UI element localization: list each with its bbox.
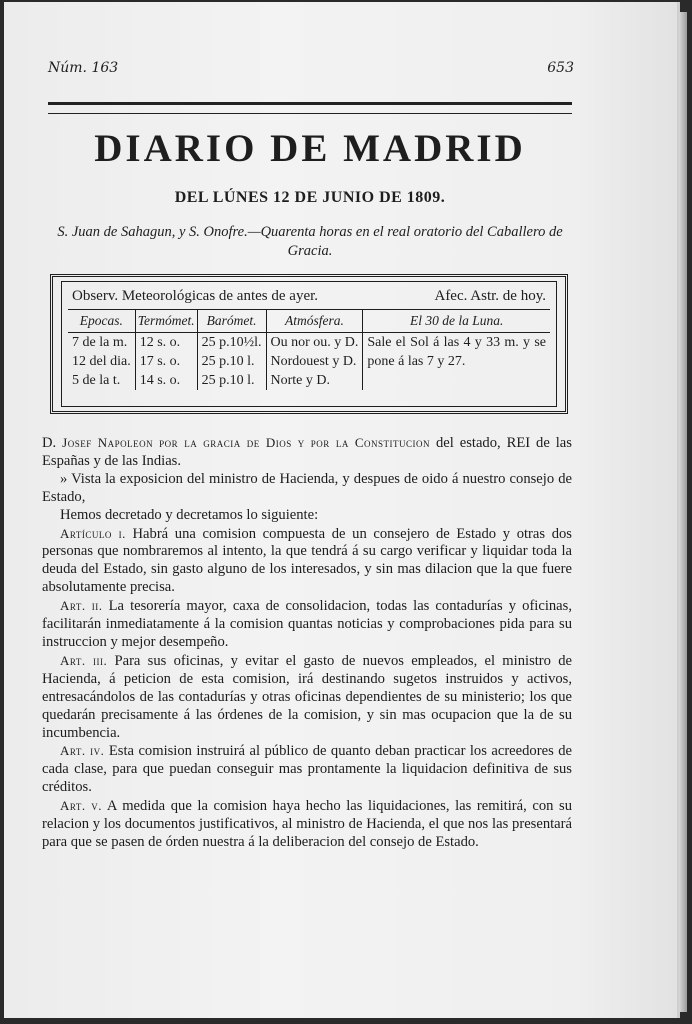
- decree-opening: [42, 434, 572, 471]
- opening-prefix: D.: [42, 435, 57, 451]
- col-header-termometro: Termómet.: [135, 310, 197, 333]
- cell-atmosfera: Nordouest y D.: [266, 352, 363, 371]
- page-header: [48, 60, 574, 80]
- article-text: A medida que la comision haya hecho las liquidaciones, las remitirá, con su relacion y los documentos justificativos, al ministro de Hacienda, el que nos las presentará para que se pasen de órden nuestra á la deliberacion del consejo de Estado.: [42, 798, 573, 850]
- article-label: Artículo i.: [60, 525, 126, 541]
- masthead-title: DIARIO DE MADRID: [94, 127, 526, 170]
- article-label: Art. iv.: [60, 743, 105, 759]
- cell-epoca: 12 del dia.: [68, 352, 135, 371]
- table-row: [68, 333, 550, 353]
- cell-epoca: 5 de la t.: [68, 371, 135, 390]
- decree-body: [42, 434, 572, 852]
- dateline: DEL LÚNES 12 DE JUNIO DE 1809.: [174, 189, 446, 206]
- page-number: 653: [547, 60, 574, 76]
- article-label: Art. v.: [60, 798, 103, 814]
- col-header-epocas: Epocas.: [68, 310, 135, 333]
- observations-box: [50, 274, 568, 414]
- observations-header: [68, 282, 550, 310]
- article-text: Habrá una comision compuesta de un consejero de Estado y otras dos personas que nombraremos al intento, la que tendrá á su cargo verificar y liquidar toda la deuda del Estado, sin gasto alguno de los interesados, y sin mas dilacion que la que fuere absolutamente precisa.: [42, 525, 572, 596]
- cell-epoca: 7 de la m.: [68, 333, 135, 353]
- article-paragraph: [42, 525, 572, 598]
- issue-number: Núm. 163: [48, 60, 119, 76]
- decree-hemos: Hemos decretado y decretamos lo siguiente:: [60, 506, 319, 523]
- opening-caps: Josef Napoleon por la gracia de Dios y por la Constitucion: [62, 435, 431, 450]
- col-header-barometro: Barómet.: [197, 310, 266, 333]
- col-header-atmosfera: Atmósfera.: [266, 310, 363, 333]
- article-label: Art. iii.: [60, 652, 108, 668]
- cell-atmosfera: Norte y D.: [266, 371, 363, 390]
- opening-rest: del estado, REI de las Españas y de las Indias.: [42, 435, 572, 469]
- article-text: Para sus oficinas, y evitar el gasto de nuevos empleados, el ministro de Hacienda, á peticion de esta comision, irá destinando sugetos instruidos y activos, entresacándolos de las contadurías y otras oficinas dependientes de su ministerio; los que quedarán precisamente á las órdenes de la comision, y sin mas ocupacion que la de su incumbencia.: [42, 652, 572, 741]
- observations-table: [68, 310, 550, 390]
- cell-atmosfera: Ou nor ou. y D.: [266, 333, 363, 353]
- col-header-luna: El 30 de la Luna.: [363, 310, 550, 333]
- cell-termometro: 17 s. o.: [135, 352, 197, 371]
- newspaper-page: [4, 2, 680, 1018]
- observations-right-title: Afec. Astr. de hoy.: [434, 288, 546, 304]
- article-paragraph: [42, 742, 572, 797]
- cell-termometro: 12 s. o.: [135, 333, 197, 353]
- article-label: Art. ii.: [60, 598, 103, 614]
- page-edge: [679, 12, 687, 1012]
- cell-barometro: 25 p.10½l.: [197, 333, 266, 353]
- cell-barometro: 25 p.10 l.: [197, 371, 266, 390]
- decree-vista: » Vista la exposicion del ministro de Hacienda, y despues de oido á nuestro consejo de Estado,: [42, 470, 572, 505]
- article-paragraph: [42, 652, 572, 743]
- cell-barometro: 25 p.10 l.: [197, 352, 266, 371]
- article-text: La tesorería mayor, caxa de consolidacion, todas las contadurías y oficinas, facilitarán inmediatamente á la comision quantas noticias y comprobaciones pida para su instruccion y mejor desempeño.: [42, 598, 572, 650]
- header-rule: [48, 102, 572, 114]
- cell-termometro: 14 s. o.: [135, 371, 197, 390]
- saints-line: S. Juan de Sahagun, y S. Onofre.—Quarenta horas en el real oratorio del Caballero de Gracia.: [57, 224, 563, 259]
- article-paragraph: [42, 797, 572, 852]
- article-paragraph: [42, 597, 572, 652]
- observations-left-title: Observ. Meteorológicas de antes de ayer.: [72, 288, 319, 304]
- cell-luna: Sale el Sol á las 4 y 33 m. y se pone á las 7 y 27.: [367, 335, 546, 369]
- article-text: Esta comision instruirá al público de quanto deban practicar los acreedores de cada clase, para que puedan conseguir mas prontamente la liquidacion definitiva de sus créditos.: [42, 743, 572, 796]
